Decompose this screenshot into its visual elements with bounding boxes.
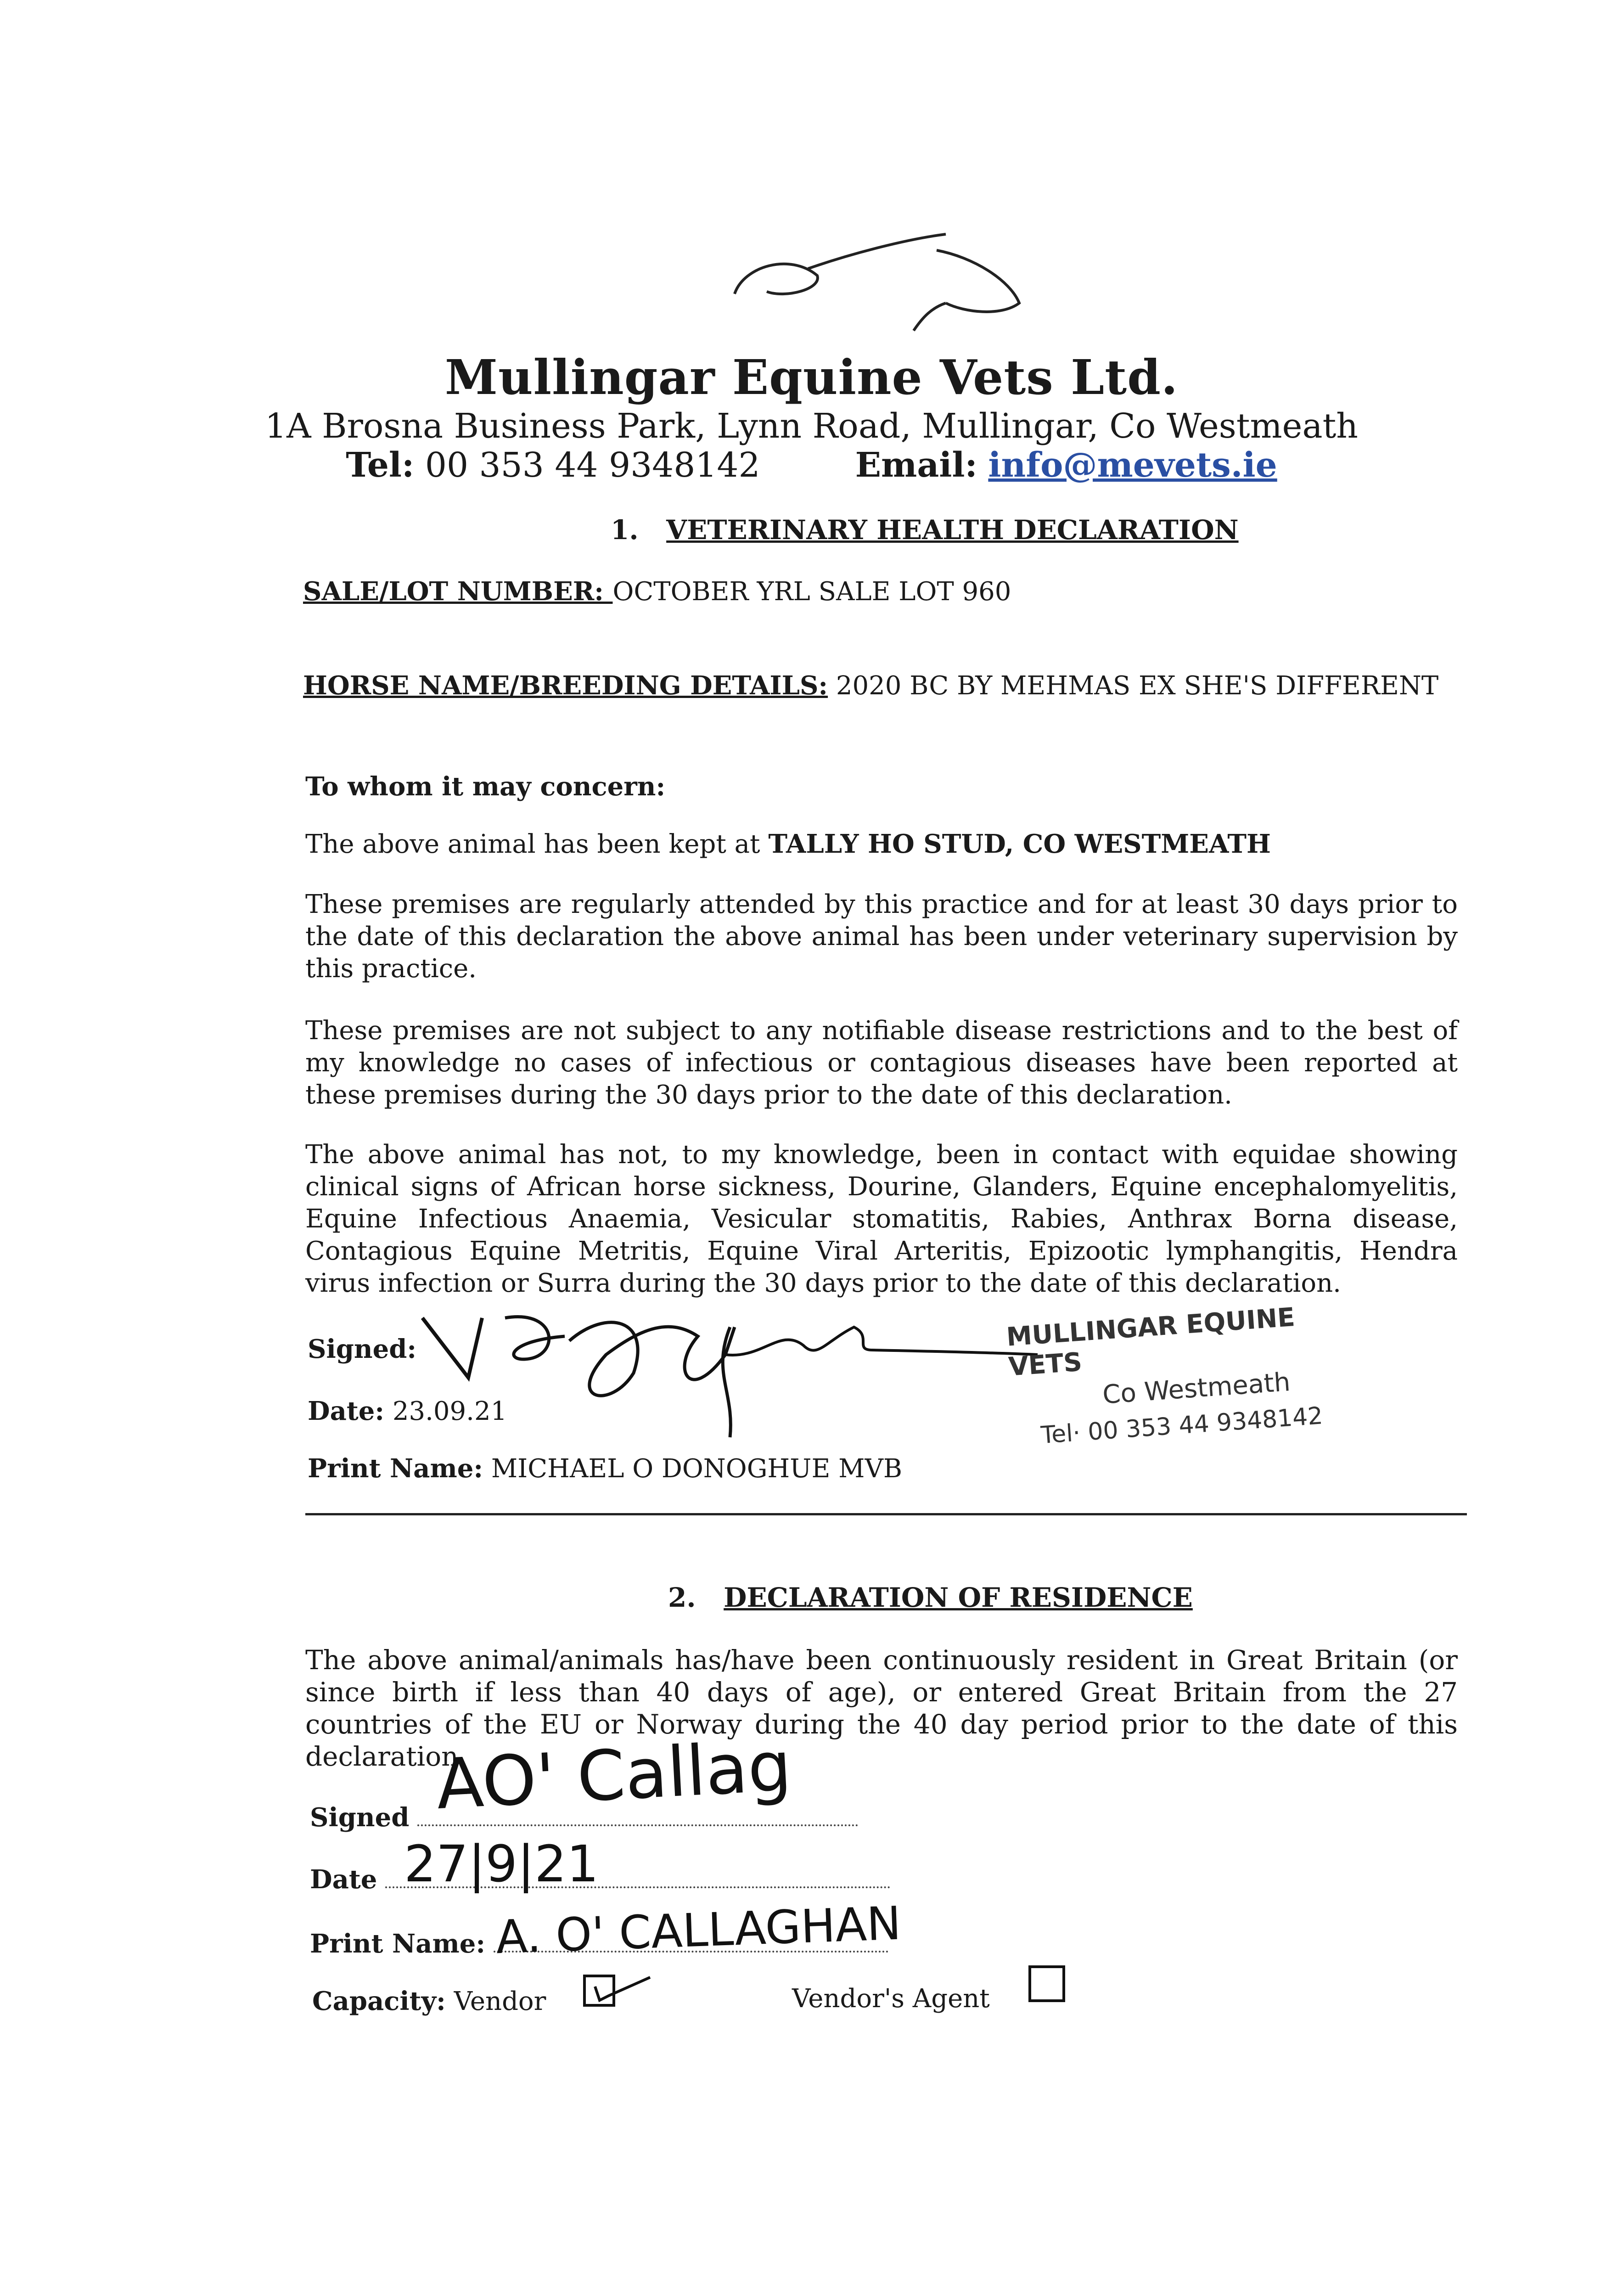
- kept-at-value: TALLY HO STUD, CO WESTMEATH: [768, 829, 1271, 859]
- company-address: 1A Brosna Business Park, Lynn Road, Mullingar, Co Westmeath: [265, 406, 1358, 446]
- vendor-agent-label: Vendor's Agent: [792, 1984, 990, 2014]
- section2-signed-label: Signed: [310, 1802, 410, 1833]
- stamp-line1: MULLINGAR EQUINE VETS: [1005, 1302, 1296, 1382]
- stamp-line3: Tel· 00 353 44 9348142: [1040, 1402, 1324, 1450]
- section1-number: 1.: [611, 514, 639, 546]
- salutation: To whom it may concern:: [305, 771, 666, 802]
- email-link[interactable]: info@mevets.ie: [988, 445, 1277, 485]
- section2-signature: AO' Callag: [434, 1726, 794, 1825]
- company-contact: [0, 445, 1623, 485]
- practice-stamp: [1005, 1297, 1382, 1460]
- section2-print-name-label: Print Name:: [310, 1929, 485, 1959]
- horse-row: [303, 670, 1438, 701]
- paragraph-contact-equidae: The above animal has not, to my knowledge, been in contact with equidae showing clinical signs of African horse sickness, Dourine, Glanders, Equine encephalomyelitis, Equine Infectious Anaemia, Vesicular stomatitis, Rabies, Anthrax Borna disease, Contagious Equine Metritis, Equine Viral Arteritis, Epizootic lymphangitis, Hendra virus infection or Surra during the 30 days prior to the date of this declaration.: [305, 1140, 1458, 1298]
- section1-signed-label: Signed:: [308, 1334, 417, 1364]
- section2-date-label: Date: [310, 1864, 377, 1895]
- tel-label: Tel:: [346, 445, 415, 485]
- company-name: Mullingar Equine Vets Ltd.: [444, 349, 1179, 405]
- vet-signature: [413, 1300, 1056, 1446]
- sale-lot-row: [303, 576, 1011, 607]
- section2-number: 2.: [668, 1582, 696, 1613]
- stamp-line2: Co Westmeath: [1101, 1367, 1292, 1410]
- capacity-row: [312, 1986, 546, 2016]
- paragraph-residence: The above animal/animals has/have been continuously resident in Great Britain (or since birth if less than 40 days of age), or entered Great Britain from the 27 countries of the EU or Norway during the 40 day period prior to the date of this declaration.: [305, 1644, 1458, 1772]
- horse-value: 2020 BC BY MEHMAS EX SHE'S DIFFERENT: [836, 671, 1439, 701]
- kept-at-row: [305, 829, 1271, 859]
- section2-date-row: [310, 1864, 890, 1895]
- section2-title: [668, 1582, 1193, 1613]
- paragraph-disease-restrictions: These premises are not subject to any notifiable disease restrictions and to the best of my knowledge no cases of infectious or contagious diseases have been reported at these premises during the 30 days prior to the date of this declaration.: [305, 1016, 1458, 1110]
- section2-date-value: 27|9|21: [404, 1835, 599, 1893]
- vendor-label: Vendor: [454, 1986, 546, 2016]
- section1-date-value: 23.09.21: [392, 1396, 507, 1426]
- section1-date-label: Date:: [308, 1396, 385, 1426]
- horse-label: HORSE NAME/BREEDING DETAILS:: [303, 670, 828, 701]
- capacity-label: Capacity:: [312, 1986, 446, 2016]
- section1-print-name-value: MICHAEL O DONOGHUE MVB: [491, 1454, 903, 1484]
- sale-lot-value: OCTOBER YRL SALE LOT 960: [612, 577, 1011, 607]
- paragraph-supervision: These premises are regularly attended by this practice and for at least 30 days prior to the date of this declaration the above animal has been under veterinary supervision by this practice.: [305, 889, 1458, 984]
- section1-print-name-label: Print Name:: [308, 1453, 483, 1484]
- section1-date-row: [308, 1396, 507, 1426]
- email-label: Email:: [855, 445, 977, 485]
- vendor-checkbox[interactable]: [583, 1975, 615, 2007]
- vendor-check-mark-icon: [581, 1968, 655, 2009]
- company-logo-horse-icon: [716, 225, 1028, 335]
- section2-heading: DECLARATION OF RESIDENCE: [724, 1582, 1193, 1613]
- kept-at-prefix: The above animal has been kept at: [305, 829, 769, 859]
- section1-title: [611, 514, 1239, 546]
- section1-print-name-row: [308, 1453, 902, 1484]
- tel-number: 00 353 44 9348142: [425, 445, 760, 485]
- sale-lot-label: SALE/LOT NUMBER:: [303, 576, 613, 607]
- vendor-agent-checkbox[interactable]: [1028, 1965, 1065, 2002]
- section2-print-name-value: A. O' CALLAGHAN: [495, 1896, 902, 1964]
- section-divider: [305, 1513, 1467, 1515]
- section1-heading: VETERINARY HEALTH DECLARATION: [666, 514, 1239, 546]
